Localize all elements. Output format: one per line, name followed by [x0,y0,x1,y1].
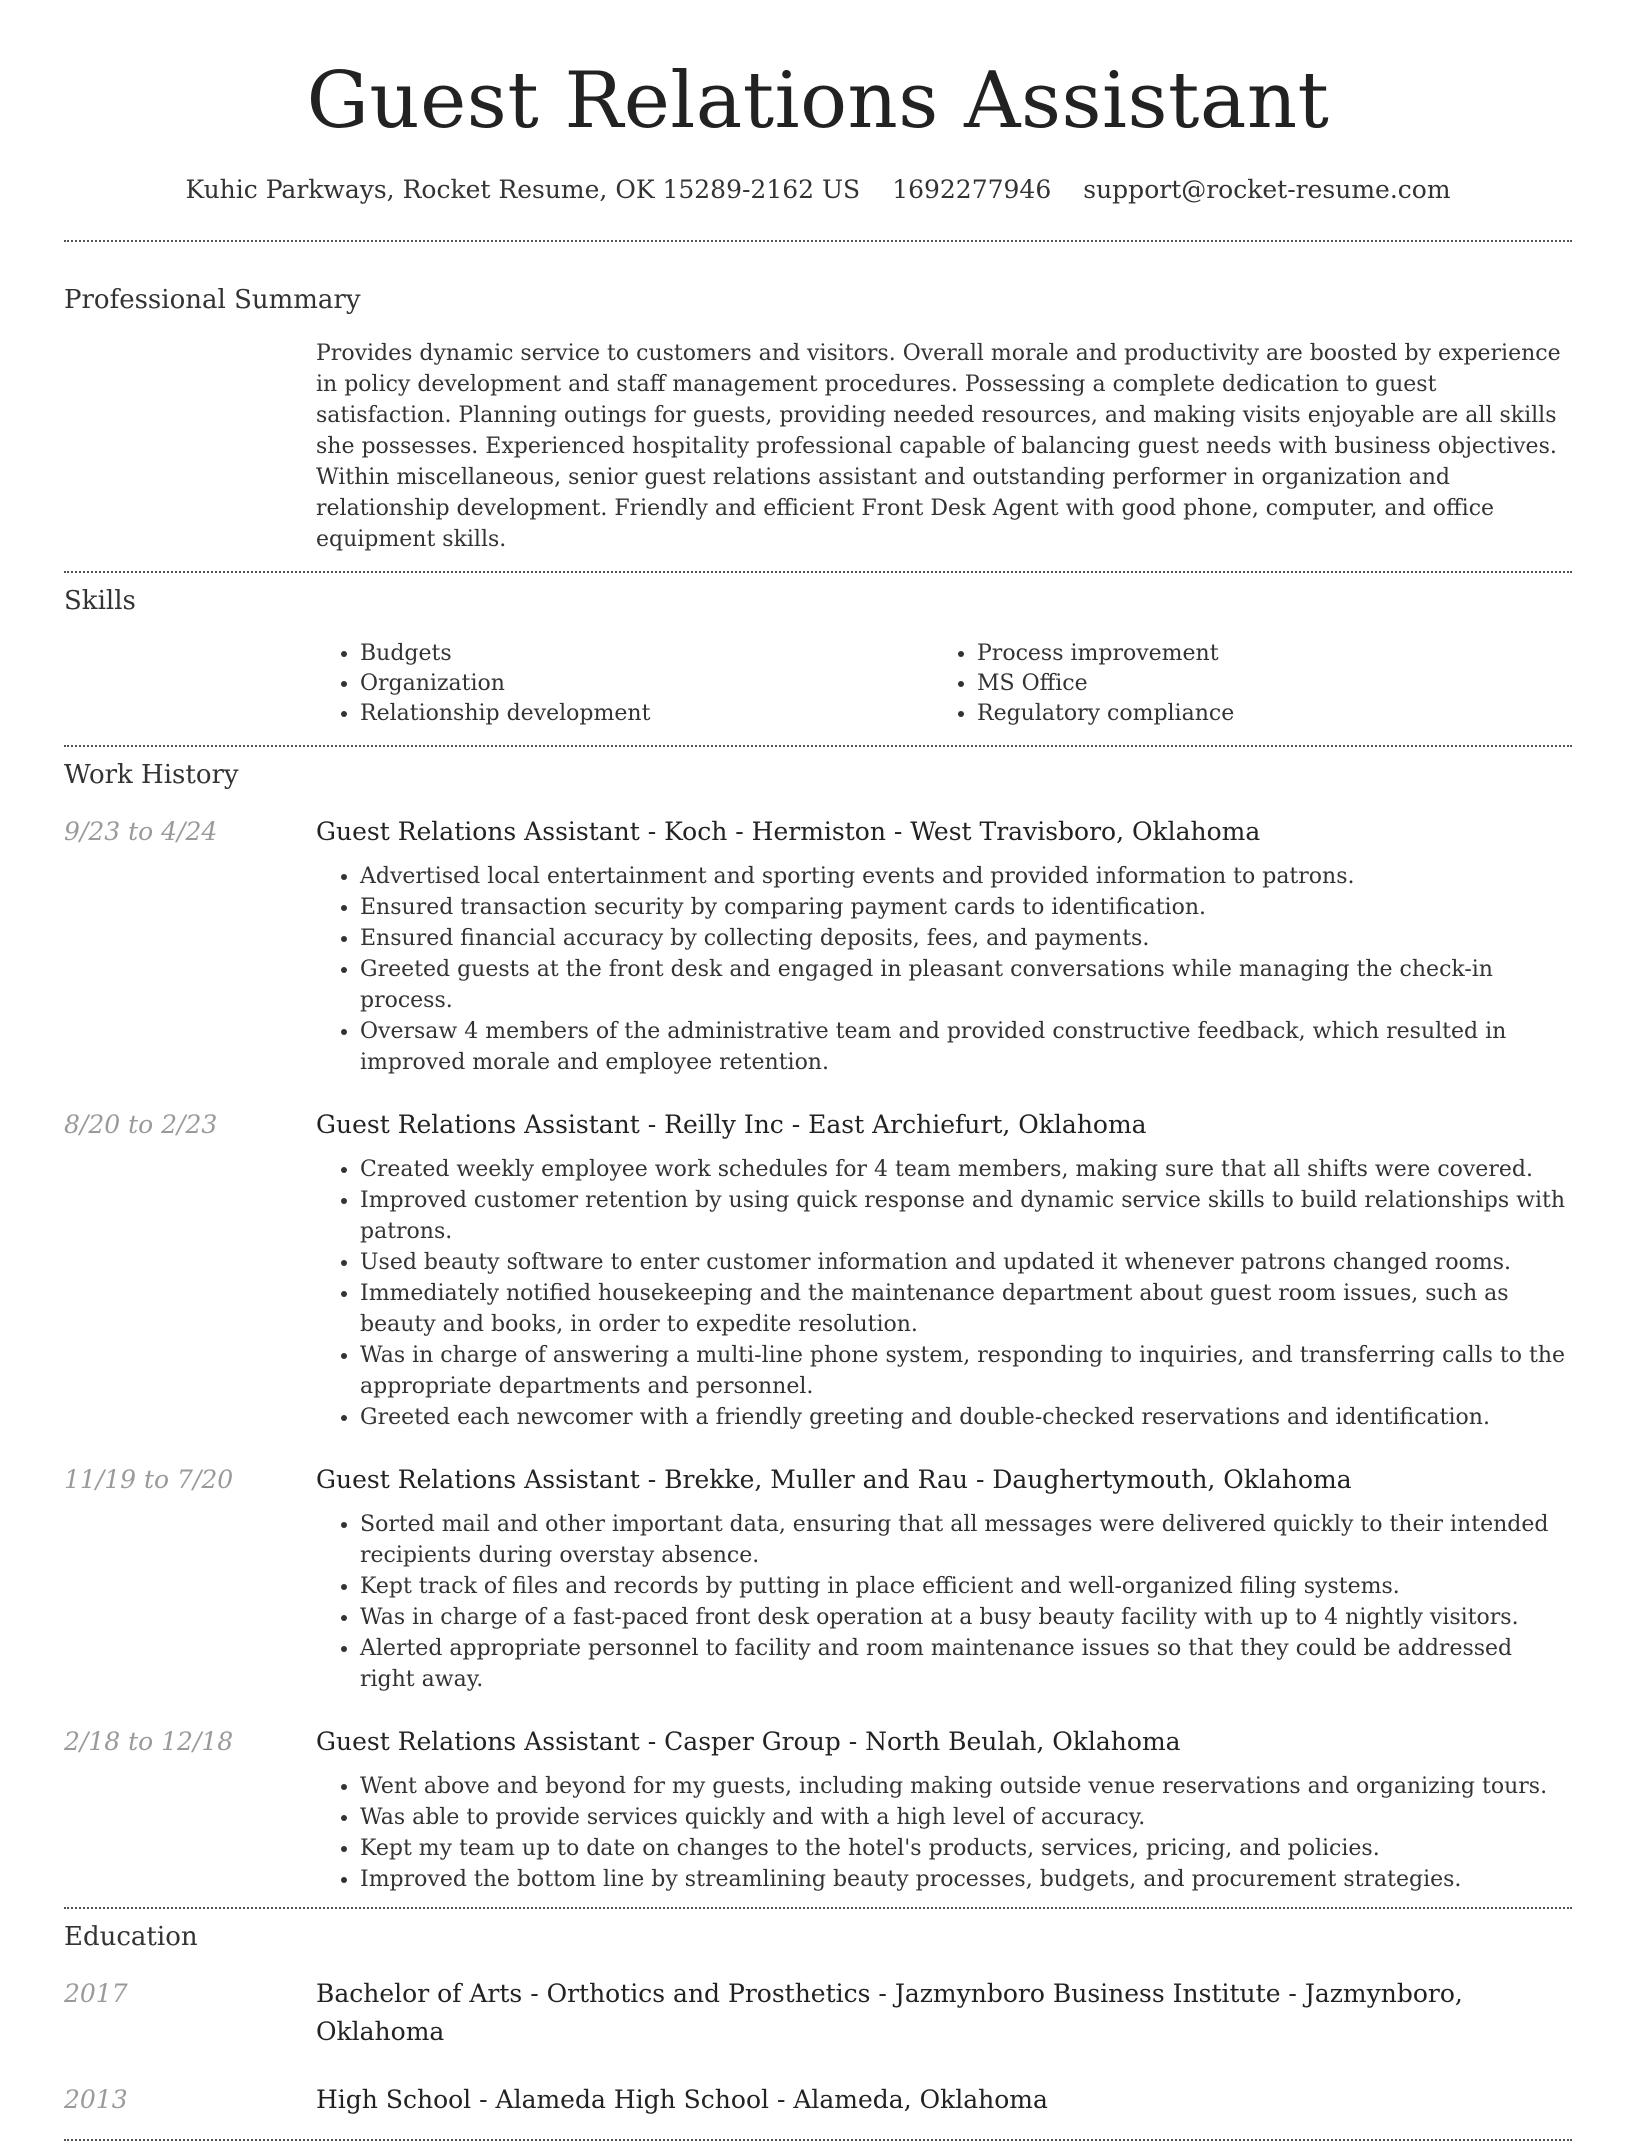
job-bullet: • Immediately notified housekeeping and the maintenance department about guest room issues, such as beauty and books, in order to expedite resolution. [360,1278,1572,1340]
job-bullet: • Sorted mail and other important data, ensuring that all messages were delivered quickly to their intended recipients during overstay absence. [360,1509,1572,1571]
job-bullet: • Ensured transaction security by comparing payment cards to identification. [360,892,1572,923]
contact-email: support@rocket-resume.com [1083,175,1451,204]
job-bullet: • Alerted appropriate personnel to facility and room maintenance issues so that they could be addressed right away. [360,1633,1572,1695]
skill-item: • MS Office [977,669,1550,699]
skills-list [316,639,1572,729]
job-entry [64,1723,1572,1895]
section-title-education: Education [64,1922,198,1952]
skill-item: • Budgets [360,639,933,669]
section-title-work-history: Work History [64,760,239,790]
job-bullet: • Ensured financial accuracy by collecting deposits, fees, and payments. [360,923,1572,954]
job-bullets [316,1154,1572,1433]
skills-column-left [316,639,933,729]
education-entry [64,2081,1572,2119]
job-heading: Guest Relations Assistant - Koch - Hermiston - West Travisboro, Oklahoma [316,817,1261,846]
job-dates: 2/18 to 12/18 [64,1727,234,1756]
divider [64,240,1572,242]
section-title-skills: Skills [64,586,136,616]
job-bullet: • Used beauty software to enter customer information and updated it whenever patrons changed rooms. [360,1247,1572,1278]
summary-text: Provides dynamic service to customers and visitors. Overall morale and productivity are boosted by experience in policy development and staff management procedures. Possessing a complete dedication to guest satisfaction. Planning outings for guests, providing needed resources, and making visits enjoyable are all skills she possesses. Experienced hospitality professional capable of balancing guest needs with business objectives. Within miscellaneous, senior guest relations assistant and outstanding performer in organization and relationship development. Friendly and efficient Front Desk Agent with good phone, computer, and office equipment skills. [316,341,1561,552]
job-bullet: • Greeted each newcomer with a friendly greeting and double-checked reservations and identification. [360,1402,1572,1433]
education-year: 2017 [64,1979,128,2008]
job-heading: Guest Relations Assistant - Casper Group - North Beulah, Oklahoma [316,1727,1181,1756]
job-bullets [316,861,1572,1078]
job-dates: 11/19 to 7/20 [64,1465,234,1494]
resume-name: Guest Relations Assistant [306,56,1330,146]
divider [64,571,1572,573]
section-title-summary: Professional Summary [64,285,361,315]
job-bullet: • Went above and beyond for my guests, including making outside venue reservations and organizing tours. [360,1771,1572,1802]
job-bullet: • Kept track of files and records by putting in place efficient and well-organized filing systems. [360,1571,1572,1602]
job-heading: Guest Relations Assistant - Reilly Inc - East Archiefurt, Oklahoma [316,1110,1147,1139]
job-bullet: • Oversaw 4 members of the administrative team and provided constructive feedback, which resulted in improved morale and employee retention. [360,1016,1572,1078]
job-bullet: • Was in charge of answering a multi-line phone system, responding to inquiries, and transferring calls to the appropriate departments and personnel. [360,1340,1572,1402]
education-details: High School - Alameda High School - Alameda, Oklahoma [316,2085,1048,2114]
education-year: 2013 [64,2085,128,2114]
skill-item: • Organization [360,669,933,699]
divider [64,745,1572,747]
job-bullet: • Improved customer retention by using quick response and dynamic service skills to build relationships with patrons. [360,1185,1572,1247]
job-dates: 9/23 to 4/24 [64,817,218,846]
job-dates: 8/20 to 2/23 [64,1110,218,1139]
contact-address: Kuhic Parkways, Rocket Resume, OK 15289-2162 US [185,175,861,204]
job-bullets [316,1509,1572,1695]
job-entry [64,813,1572,1078]
job-entry [64,1461,1572,1695]
contact-info [64,172,1572,208]
job-bullet: • Improved the bottom line by streamlining beauty processes, budgets, and procurement strategies. [360,1864,1572,1895]
job-bullet: • Was able to provide services quickly and with a high level of accuracy. [360,1802,1572,1833]
skill-item: • Regulatory compliance [977,699,1550,729]
skill-item: • Relationship development [360,699,933,729]
job-bullet: • Kept my team up to date on changes to the hotel's products, services, pricing, and policies. [360,1833,1572,1864]
education-details: Bachelor of Arts - Orthotics and Prosthetics - Jazmynboro Business Institute - Jazmynboro, Oklahoma [316,1979,1463,2046]
job-bullet: • Advertised local entertainment and sporting events and provided information to patrons. [360,861,1572,892]
skill-item: • Process improvement [977,639,1550,669]
job-bullet: • Created weekly employee work schedules for 4 team members, making sure that all shifts were covered. [360,1154,1572,1185]
job-entry [64,1106,1572,1433]
divider [64,1907,1572,1909]
job-bullet: • Greeted guests at the front desk and engaged in pleasant conversations while managing the check-in process. [360,954,1572,1016]
contact-phone: 1692277946 [892,175,1052,204]
job-bullet: • Was in charge of a fast-paced front desk operation at a busy beauty facility with up to 4 nightly visitors. [360,1602,1572,1633]
education-entry [64,1975,1572,2051]
resume-page [64,0,1572,2141]
skills-column-right [933,639,1550,729]
job-bullets [316,1771,1572,1895]
job-heading: Guest Relations Assistant - Brekke, Muller and Rau - Daughertymouth, Oklahoma [316,1465,1352,1494]
